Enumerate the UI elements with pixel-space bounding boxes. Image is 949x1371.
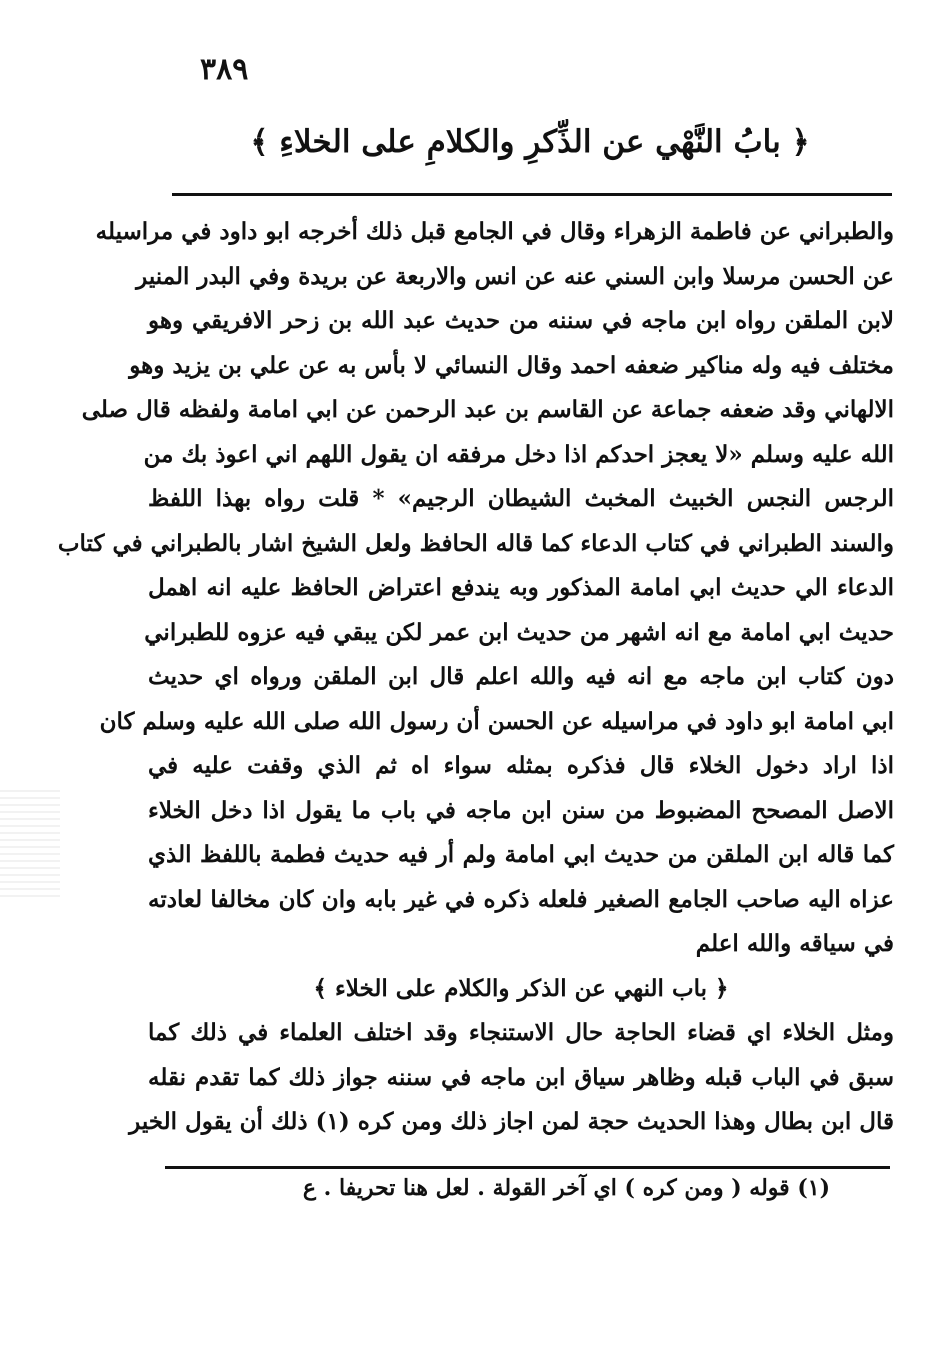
text-line: ومثل الخلاء اي قضاء الحاجة حال الاستنجاء وقد اختلف العلماء في ذلك كما — [148, 1019, 894, 1046]
text-line: الله عليه وسلم «لا يعجز احدكم اذا دخل مرفقه ان يقول اللهم اني اعوذ بك من — [143, 440, 894, 468]
text-line: دون كتاب ابن ماجه مع انه فيه والله اعلم قال ابن الملقن ورواه اي حديث — [148, 663, 894, 690]
text-line: اذا اراد دخول الخلاء قال فذكره بمثله سواء اه ثم الذي وقفت عليه في — [148, 752, 894, 779]
text-line: في سياقه والله اعلم — [695, 930, 894, 957]
text-line: قال ابن بطال وهذا الحديث حجة لمن اجاز ذلك ومن كره (١) ذلك أن يقول الخير — [129, 1108, 894, 1135]
text-line: عن الحسن مرسلا وابن السني عنه عن انس والاربعة عن بريدة وفي البدر المنير — [136, 262, 894, 290]
text-line: مختلف فيه وله مناكير ضعفه احمد وقال النسائي لا بأس به عن علي بن يزيد وهو — [129, 351, 894, 379]
text-line: الرجس النجس الخبيث المخبث الشيطان الرجيم» * قلت رواه بهذا اللفظ — [148, 485, 894, 512]
text-line: والسند الطبراني في كتاب الدعاء كما قاله الحافظ ولعل الشيخ اشار بالطبراني في كتاب — [57, 529, 894, 557]
margin-speckle — [0, 790, 60, 900]
text-line: الدعاء الي حديث ابي امامة المذكور وبه يندفع اعتراض الحافظ عليه انه اهمل — [148, 574, 894, 601]
footnote-rule — [165, 1166, 890, 1169]
text-line: حديث ابي امامة مع انه اشهر من حديث ابن عمر لكن يبقي فيه عزوه للطبراني — [144, 618, 894, 646]
text-line: سبق في الباب قبله وظاهر سياق ابن ماجه في سننه جواز ذلك كما تقدم نقله — [148, 1063, 894, 1091]
footnote: (١) قوله ( ومن كره ) اي آخر القولة . لعل هنا تحريفا . ع — [302, 1175, 830, 1201]
text-line: كما قاله ابن الملقن من حديث ابي امامة ولم أر فيه حديث فطمة باللفظ الذي — [148, 841, 894, 868]
text-line: لابن الملقن رواه ابن ماجه في سننه من حديث عبد الله بن زحر الافريقي وهو — [148, 307, 894, 334]
text-line: الالهاني وقد ضعفه جماعة عن القاسم بن عبد الرحمن عن ابي امامة ولفظه قال صلى — [81, 396, 894, 423]
text-line: الاصل المصحح المضبوط من سنن ابن ماجه في باب ما يقول اذا دخل الخلاء — [148, 796, 894, 824]
text-line: والطبراني عن فاطمة الزهراء وقال في الجامع قبل ذلك أخرجه ابو داود في مراسيله — [95, 218, 894, 245]
main-text — [57, 210, 894, 1145]
chapter-title: ﴿ بابُ النَّهْي عن الذِّكرِ والكلامِ على الخلاءِ ﴾ — [250, 124, 810, 160]
text-line: ابي امامة ابو داود في مراسيله عن الحسن أن رسول الله صلى الله عليه وسلم كان — [99, 707, 894, 735]
section-heading: ﴿ باب النهي عن الذكر والكلام على الخلاء ﴾ — [313, 974, 729, 1002]
page-number: ٣٨٩ — [200, 52, 249, 87]
header-rule — [172, 193, 892, 196]
text-line: عزاه اليه صاحب الجامع الصغير فلعله ذكره في غير بابه وان كان مخالفا لعادته — [148, 885, 894, 913]
